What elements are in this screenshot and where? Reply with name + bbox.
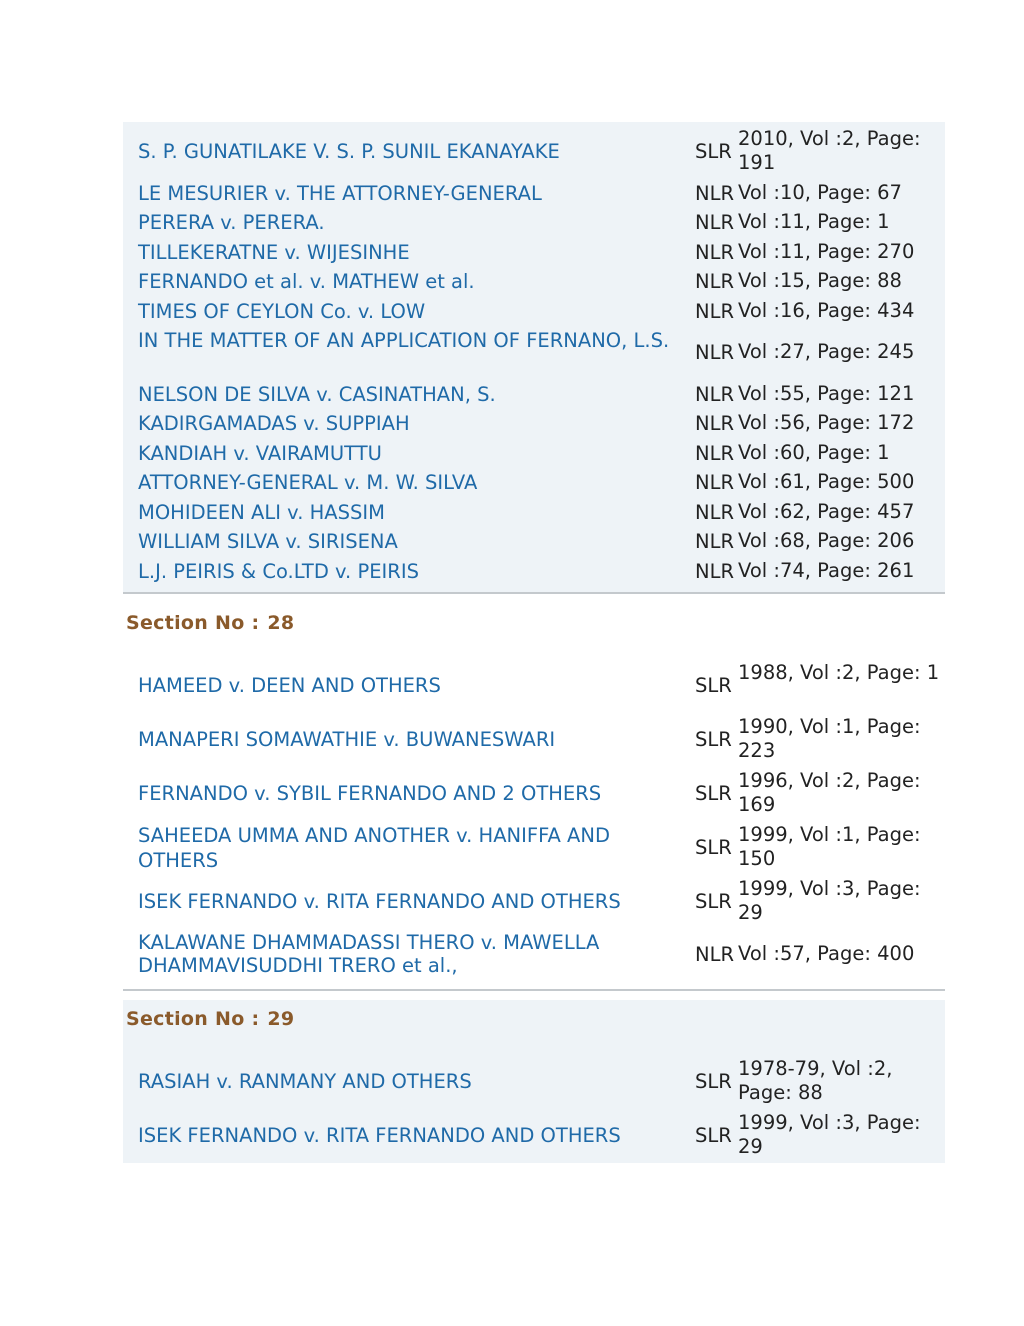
citation: Vol :74, Page: 261 [738,559,915,582]
case-row [138,269,943,294]
section-divider [123,989,945,991]
citation: Vol :68, Page: 206 [738,529,915,552]
case-row [138,240,943,265]
section-number: 29 [267,1008,295,1030]
case-row [138,715,943,765]
law-report-abbrev: SLR [695,728,732,751]
case-title-link[interactable]: KADIRGAMADAS v. SUPPIAH [138,412,410,435]
citation: Vol :16, Page: 434 [738,299,915,322]
case-row [138,559,943,584]
citation: Vol :61, Page: 500 [738,470,915,493]
case-row [138,441,943,466]
case-row [138,1111,943,1161]
section-heading-label: Section No : [126,1008,260,1030]
case-row [138,127,943,177]
law-report-abbrev: NLR [695,341,734,364]
citation: 1999, Vol :3, Page: 29 [738,877,921,924]
citation: Vol :62, Page: 457 [738,500,915,523]
law-report-abbrev: NLR [695,530,734,553]
law-report-abbrev: NLR [695,560,734,583]
case-title-link[interactable]: MOHIDEEN ALI v. HASSIM [138,501,385,524]
case-row [138,661,943,711]
case-row [138,1057,943,1107]
law-report-abbrev: NLR [695,241,734,264]
case-row [138,181,943,206]
citation: Vol :55, Page: 121 [738,382,915,405]
law-report-abbrev: SLR [695,674,732,697]
law-report-abbrev: SLR [695,836,732,859]
citation: Vol :57, Page: 400 [738,942,915,965]
citation: Vol :27, Page: 245 [738,340,915,363]
case-title-link[interactable]: IN THE MATTER OF AN APPLICATION OF FERNANO, L.S. [138,329,670,352]
case-title-link[interactable]: MANAPERI SOMAWATHIE v. BUWANESWARI [138,728,556,751]
law-report-abbrev: NLR [695,270,734,293]
law-report-abbrev: NLR [695,943,734,966]
section-heading-label: Section No : [126,612,260,634]
case-title-link[interactable]: ISEK FERNANDO v. RITA FERNANDO AND OTHERS [138,890,621,913]
law-report-abbrev: SLR [695,140,732,163]
case-row [138,470,943,495]
citation: Vol :56, Page: 172 [738,411,915,434]
case-title-link[interactable]: FERNANDO v. SYBIL FERNANDO AND 2 OTHERS [138,782,602,805]
case-row [138,411,943,436]
case-row [138,210,943,235]
citation: Vol :10, Page: 67 [738,181,902,204]
law-report-abbrev: NLR [695,471,734,494]
law-report-abbrev: NLR [695,182,734,205]
case-title-link[interactable]: PERERA v. PERERA. [138,211,325,234]
case-row [138,299,943,324]
section-number: 28 [267,612,295,634]
case-title-link[interactable]: NELSON DE SILVA v. CASINATHAN, S. [138,383,496,406]
case-title-link[interactable]: SAHEEDA UMMA AND ANOTHER v. HANIFFA AND OTHERS [138,824,610,872]
case-row [138,382,943,407]
case-row [138,823,943,873]
case-title-link[interactable]: KALAWANE DHAMMADASSI THERO v. MAWELLA DHAMMAVISUDDHI TRERO et al., [138,931,600,977]
case-title-link[interactable]: KANDIAH v. VAIRAMUTTU [138,442,382,465]
citation: 1990, Vol :1, Page: 223 [738,715,921,762]
case-title-link[interactable]: ATTORNEY-GENERAL v. M. W. SILVA [138,471,478,494]
law-report-abbrev: SLR [695,782,732,805]
case-title-link[interactable]: HAMEED v. DEEN AND OTHERS [138,674,441,697]
case-row [138,769,943,819]
case-row [138,500,943,525]
case-title-link[interactable]: TIMES OF CEYLON Co. v. LOW [138,300,426,323]
case-row [138,529,943,554]
law-report-abbrev: NLR [695,300,734,323]
citation: 1978-79, Vol :2, Page: 88 [738,1057,893,1104]
citation: Vol :60, Page: 1 [738,441,890,464]
law-report-abbrev: SLR [695,890,732,913]
law-report-abbrev: SLR [695,1124,732,1147]
citation: 2010, Vol :2, Page: 191 [738,127,921,174]
section-divider [123,592,945,594]
case-row [138,877,943,927]
law-report-abbrev: NLR [695,211,734,234]
case-title-link[interactable]: S. P. GUNATILAKE V. S. P. SUNIL EKANAYAKE [138,140,560,163]
citation: Vol :15, Page: 88 [738,269,902,292]
case-title-link[interactable]: LE MESURIER v. THE ATTORNEY-GENERAL [138,182,542,205]
case-title-link[interactable]: L.J. PEIRIS & Co.LTD v. PEIRIS [138,560,419,583]
law-report-abbrev: SLR [695,1070,732,1093]
section-heading [126,612,294,634]
citation: 1999, Vol :1, Page: 150 [738,823,921,870]
citation: Vol :11, Page: 1 [738,210,890,233]
case-title-link[interactable]: ISEK FERNANDO v. RITA FERNANDO AND OTHERS [138,1124,621,1147]
case-row [138,328,943,378]
citation: 1999, Vol :3, Page: 29 [738,1111,921,1158]
case-title-link[interactable]: FERNANDO et al. v. MATHEW et al. [138,270,475,293]
citation: Vol :11, Page: 270 [738,240,915,263]
case-title-link[interactable]: TILLEKERATNE v. WIJESINHE [138,241,410,264]
case-title-link[interactable]: WILLIAM SILVA v. SIRISENA [138,530,398,553]
case-row [138,931,943,981]
law-report-abbrev: NLR [695,442,734,465]
section-heading [126,1008,294,1030]
law-report-abbrev: NLR [695,501,734,524]
law-report-abbrev: NLR [695,412,734,435]
citation: 1988, Vol :2, Page: 1 [738,661,940,684]
case-title-link[interactable]: RASIAH v. RANMANY AND OTHERS [138,1070,472,1093]
citation: 1996, Vol :2, Page: 169 [738,769,921,816]
law-report-abbrev: NLR [695,383,734,406]
